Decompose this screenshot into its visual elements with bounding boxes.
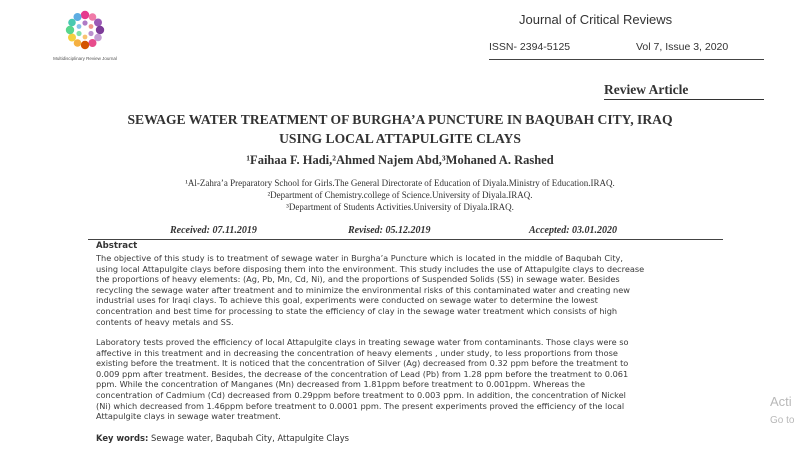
abstract-line: recycling the sewage water after treatment and to minimize the environmental risks of this contaminated water and creating new	[96, 284, 630, 295]
affiliation-line: ²Department of Chemistry.college of Science.University of Diyala.IRAQ.	[267, 190, 533, 200]
activation-watermark-title: Acti	[770, 394, 792, 409]
date-accepted: Accepted: 03.01.2020	[529, 225, 618, 236]
affiliation-line: ¹Al-Zahra’a Preparatory School for Girls.The General Directorate of Education of Diyala.Ministry of Education.IRAQ.	[185, 178, 615, 188]
abstract-line: (Ni) which decreased from 1.46ppm before treatment to 0.0001 ppm. The present experiments proved the efficiency of the local	[96, 400, 625, 411]
keywords-text: Sewage water, Baqubah City, Attapulgite Clays	[148, 433, 350, 443]
abstract-paragraph-2	[96, 337, 721, 422]
abstract-heading: Abstract	[96, 241, 138, 251]
abstract-line: Laboratory tests proved the efficiency of local Attapulgite clays in treating sewage water from contaminants. Those clays were so	[96, 337, 629, 347]
abstract-line: existing before the treatment. It is noticed that the concentration of Silver (Ag) decreased from 0.32 ppm before the treatment to	[96, 358, 629, 369]
journal-name: Journal of Critical Reviews	[519, 12, 673, 27]
abstract-line: concentration and best time for processing to state the efficiency of clay in the sewage water treatment which consists of high	[96, 305, 618, 316]
abstract-line: The objective of this study is to treatment of sewage water in Burgha’a Puncture which is located in the middle of Baqubah City,	[96, 253, 623, 263]
date-revised: Revised: 05.12.2019	[348, 225, 431, 236]
journal-issn: ISSN- 2394-5125	[489, 41, 571, 53]
paper-authors: ¹Faihaa F. Hadi,²Ahmed Najem Abd,³Mohaned A. Rashed	[246, 153, 554, 167]
logo-caption: Multidisciplinary Review Journal	[53, 56, 117, 61]
date-received: Received: 07.11.2019	[170, 225, 257, 236]
abstract-line: contents of heavy metals and SS.	[96, 316, 234, 327]
author-affiliations	[0, 177, 800, 213]
paper-title	[80, 110, 720, 148]
title-line: SEWAGE WATER TREATMENT OF BURGHA’A PUNCTURE IN BAQUBAH CITY, IRAQ	[127, 112, 673, 127]
abstract-line: 0.009 ppm after treatment. Besides, the decrease of the concentration of Lead (Pb) from 1.28 ppm before the treatment to 0.061	[96, 368, 629, 379]
abstract-line: using local Attapulgite clays before disposing them into the environment. This study includes the use of Attapulgite clays to decrease	[96, 263, 645, 274]
keywords-label: Key words:	[96, 433, 149, 443]
abstract-line: the proportions of heavy elements: (Ag, Pb, Mn, Cd, Ni), and the proportions of Suspended Solids (SS) in sewage water. Besides	[96, 274, 620, 285]
article-type: Review Article	[604, 82, 689, 97]
activation-watermark-subtitle: Go to	[770, 415, 795, 426]
keywords	[96, 433, 349, 443]
logo-flower-graphic	[40, 6, 130, 56]
abstract-line: affective in this treatment and in decreasing the concentration of heavy elements , under study, to less proportions from those	[96, 347, 618, 358]
abstract-line: ppm. While the concentration of Manganes (Mn) decreased from 1.81ppm before treatment to 0.001ppm. Whereas the	[96, 379, 585, 390]
article-type-underline	[604, 99, 764, 100]
journal-volume: Vol 7, Issue 3, 2020	[636, 41, 729, 53]
journal-logo	[40, 6, 130, 68]
abstract-line: Attapulgite clays in sewage water treatment.	[96, 411, 281, 422]
title-line: USING LOCAL ATTAPULGITE CLAYS	[279, 131, 521, 146]
header-divider	[489, 59, 764, 60]
abstract-divider	[88, 239, 723, 240]
abstract-line: industrial uses for Iraqi clays. To achieve this goal, experiments were conducted on sewage water to determine the lowest	[96, 295, 598, 306]
abstract-paragraph-1	[96, 253, 721, 327]
abstract-line: concentration of Cadmium (Cd) decreased from 0.29ppm before treatment to 0.003 ppm. In addition, the concentration of Nickel	[96, 389, 626, 400]
affiliation-line: ³Department of Students Activities.University of Diyala.IRAQ.	[286, 202, 514, 212]
